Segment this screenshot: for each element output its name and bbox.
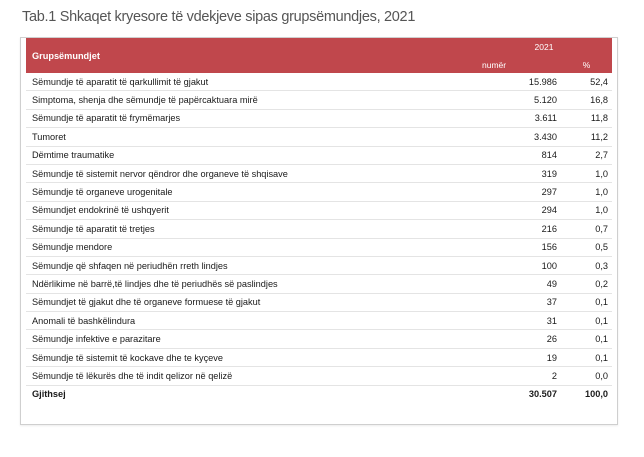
row-disease-group: Sëmundje që shfaqen në periudhën rreth lindjes	[26, 256, 476, 274]
row-disease-group: Sëmundje të sistemit nervor qëndror dhe organeve të shqisave	[26, 164, 476, 182]
row-disease-group: Sëmundjet të gjakut dhe të organeve formuese të gjakut	[26, 293, 476, 311]
row-disease-group: Sëmundje mendore	[26, 238, 476, 256]
table-row	[26, 312, 612, 330]
row-disease-group: Simptoma, shenja dhe sëmundje të papërcaktuara mirë	[26, 91, 476, 109]
table-row	[26, 146, 612, 164]
row-disease-group: Ndërlikime në barrë,të lindjes dhe të periudhës së paslindjes	[26, 275, 476, 293]
table-row	[26, 275, 612, 293]
header-percent-label: %	[561, 57, 612, 73]
table-frame	[20, 37, 618, 425]
total-count: 30.507	[528, 389, 557, 400]
row-percent: 11,8	[561, 109, 612, 127]
row-percent: 0,2	[561, 275, 612, 293]
row-count: 31	[476, 312, 561, 330]
deaths-by-disease-group-table	[26, 38, 612, 403]
row-count: 297	[476, 183, 561, 201]
row-disease-group: Sëmundje të organeve urogenitale	[26, 183, 476, 201]
row-count: 294	[476, 201, 561, 219]
table-row	[26, 183, 612, 201]
row-count: 319	[476, 164, 561, 182]
row-disease-group: Tumoret	[26, 128, 476, 146]
row-percent: 52,4	[561, 73, 612, 91]
row-count: 100	[476, 256, 561, 274]
row-disease-group: Sëmundje të lëkurës dhe të indit qelizor në qelizë	[26, 367, 476, 385]
row-count: 814	[476, 146, 561, 164]
row-percent: 11,2	[561, 128, 612, 146]
row-count: 2	[476, 367, 561, 385]
header-count-label: numër	[476, 57, 561, 73]
row-disease-group: Sëmundje të aparatit të tretjes	[26, 220, 476, 238]
table-header	[26, 38, 612, 73]
table-row	[26, 367, 612, 385]
table-row	[26, 164, 612, 182]
row-disease-group: Sëmundje të sistemit të kockave dhe te kyçeve	[26, 348, 476, 366]
table-row	[26, 238, 612, 256]
total-row	[26, 385, 612, 403]
row-percent: 0,1	[561, 293, 612, 311]
row-percent: 1,0	[561, 164, 612, 182]
row-disease-group: Sëmundje infektive e parazitare	[26, 330, 476, 348]
row-percent: 1,0	[561, 183, 612, 201]
row-count: 156	[476, 238, 561, 256]
table-row	[26, 330, 612, 348]
row-count: 216	[476, 220, 561, 238]
row-count: 3.430	[476, 128, 561, 146]
row-percent: 16,8	[561, 91, 612, 109]
table-row	[26, 220, 612, 238]
row-count: 37	[476, 293, 561, 311]
header-group-label: Grupsëmundjet	[26, 38, 476, 73]
row-disease-group: Sëmundjet endokrinë të ushqyerit	[26, 201, 476, 219]
table-body	[26, 73, 612, 403]
row-count: 19	[476, 348, 561, 366]
table-title: Tab.1 Shkaqet kryesore të vdekjeve sipas grupsëmundjes, 2021	[22, 9, 416, 25]
row-percent: 0,1	[561, 348, 612, 366]
row-percent: 2,7	[561, 146, 612, 164]
row-percent: 0,7	[561, 220, 612, 238]
row-percent: 1,0	[561, 201, 612, 219]
table-row	[26, 91, 612, 109]
row-count: 5.120	[476, 91, 561, 109]
total-percent: 100,0	[585, 389, 609, 400]
row-count: 26	[476, 330, 561, 348]
row-disease-group: Sëmundje të aparatit të frymëmarjes	[26, 109, 476, 127]
total-label: Gjithsej	[32, 389, 66, 400]
row-percent: 0,1	[561, 330, 612, 348]
row-percent: 0,0	[561, 367, 612, 385]
table-row	[26, 73, 612, 91]
row-percent: 0,1	[561, 312, 612, 330]
table-row	[26, 201, 612, 219]
row-count: 3.611	[476, 109, 561, 127]
table-row	[26, 109, 612, 127]
table-row	[26, 293, 612, 311]
table-row	[26, 348, 612, 366]
row-percent: 0,5	[561, 238, 612, 256]
table-row	[26, 128, 612, 146]
row-disease-group: Dëmtime traumatike	[26, 146, 476, 164]
row-count: 49	[476, 275, 561, 293]
header-year: 2021	[476, 38, 612, 57]
row-count: 15.986	[476, 73, 561, 91]
row-disease-group: Sëmundje të aparatit të qarkullimit të gjakut	[26, 73, 476, 91]
table-row	[26, 256, 612, 274]
row-percent: 0,3	[561, 256, 612, 274]
row-disease-group: Anomali të bashkëlindura	[26, 312, 476, 330]
